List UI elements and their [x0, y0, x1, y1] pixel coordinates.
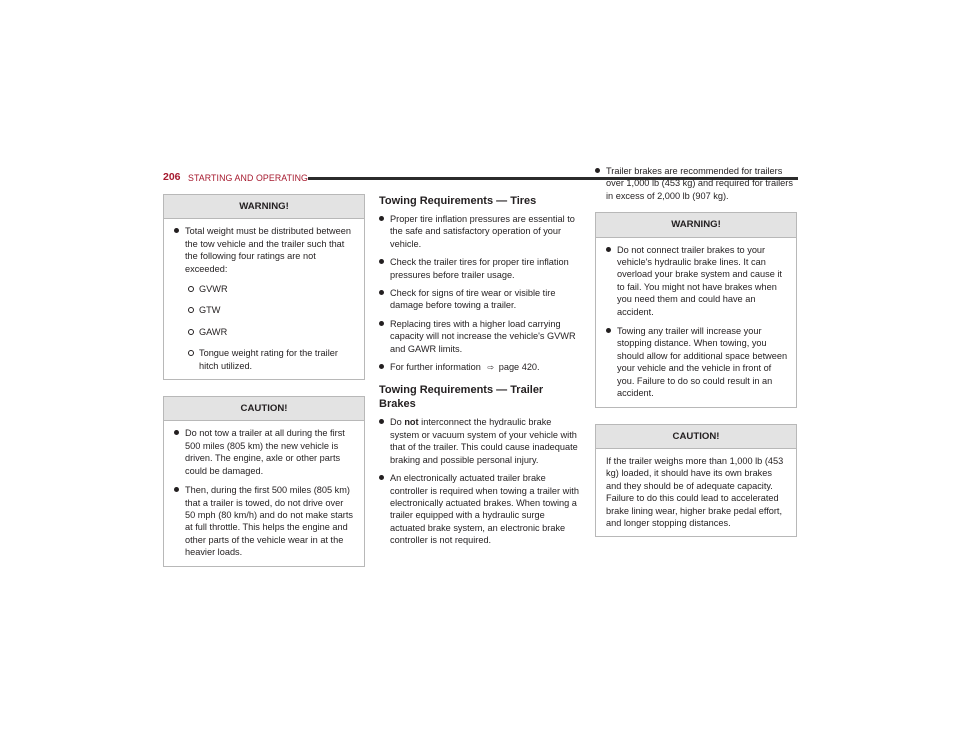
- caution-box-break-in: [163, 396, 365, 566]
- caution-heading: CAUTION!: [164, 397, 364, 421]
- bullet-icon: [595, 168, 600, 173]
- bullet-icon: [606, 328, 611, 333]
- tires-list: [379, 213, 579, 374]
- tires-bullet: Replacing tires with a higher load carrying capacity will not increase the vehicle's GVWR and GAWR limits.: [379, 318, 579, 355]
- warning-box-brakes: [595, 212, 797, 407]
- caution-text: If the trailer weighs more than 1,000 lb (453 kg) loaded, it should have its own brakes and they should be of adequate capacity. Failure to do this could lead to accelerated brake lining wear, higher brake pedal effort, and longer stopping distances.: [606, 455, 784, 528]
- bullet-icon: [379, 321, 384, 326]
- warning-bullet: [174, 225, 356, 372]
- caution-heading: CAUTION!: [596, 425, 796, 449]
- right-column: [595, 165, 797, 553]
- bullet-icon: [379, 259, 384, 264]
- circle-bullet-icon: [188, 286, 194, 292]
- warning-heading: WARNING!: [164, 195, 364, 219]
- warning-bullet: Do not connect trailer brakes to your vehicle's hydraulic brake lines. It can overload your brake system and cause it to fail. You might not have brakes when you need them and could have an accident.: [606, 244, 788, 318]
- tires-heading: Towing Requirements — Tires: [379, 195, 537, 207]
- bullet-icon: [174, 487, 179, 492]
- tires-bullet: Check for signs of tire wear or visible tire damage before towing a trailer.: [379, 287, 579, 312]
- left-column: [163, 194, 365, 583]
- brakes-bullet: An electronically actuated trailer brake controller is required when towing a trailer with electronically actuated brakes. When towing a trailer equipped with a hydraulic surge actuated brake system, an electronic brake controller is not required.: [379, 472, 579, 546]
- caution-bullet: Do not tow a trailer at all during the first 500 miles (805 km) the new vehicle is driven. The engine, axle or other parts could be damaged.: [174, 427, 356, 477]
- bullet-icon: [379, 290, 384, 295]
- bullet-icon: [174, 430, 179, 435]
- warning-bullet-text: Total weight must be distributed between the tow vehicle and the trailer such that the following four ratings are not exceeded:: [185, 226, 351, 274]
- section-title: STARTING AND OPERATING: [188, 173, 308, 183]
- circle-bullet-icon: [188, 329, 194, 335]
- bullet-icon: [606, 247, 611, 252]
- circle-bullet-icon: [188, 350, 194, 356]
- bullet-icon: [379, 419, 384, 424]
- trailer-brakes-continued-list: [595, 165, 797, 202]
- brakes-bullet: Trailer brakes are recommended for trailers over 1,000 lb (453 kg) and required for trailers in excess of 2,000 lb (907 kg).: [595, 165, 797, 202]
- sub-list-item: GTW: [185, 304, 356, 316]
- bullet-icon: [379, 475, 384, 480]
- further-info-bullet: For further information ⇨ page 420.: [379, 361, 579, 374]
- tires-bullet: Proper tire inflation pressures are essential to the safe and satisfactory operation of your vehicle.: [379, 213, 579, 250]
- middle-column: [379, 194, 579, 556]
- bullet-icon: [379, 364, 384, 369]
- bullet-icon: [379, 216, 384, 221]
- page-reference-arrow-icon: ⇨: [487, 363, 495, 373]
- circle-bullet-icon: [188, 307, 194, 313]
- ratings-list: [185, 283, 356, 372]
- sub-list-item: GVWR: [185, 283, 356, 295]
- page-number: 206: [163, 171, 181, 183]
- trailer-brakes-heading: Towing Requirements — Trailer Brakes: [379, 384, 544, 411]
- tires-bullet: Check the trailer tires for proper tire inflation pressures before trailer usage.: [379, 256, 579, 281]
- caution-bullet: Then, during the first 500 miles (805 km) that a trailer is towed, do not drive over 50 mph (80 km/h) and do not make starts at full throttle. This helps the engine and other parts of the vehicle wear in at the heavier loads.: [174, 484, 356, 558]
- trailer-brakes-list: [379, 416, 579, 546]
- sub-list-item: Tongue weight rating for the trailer hitch utilized.: [185, 347, 356, 372]
- emphasis-text: not: [404, 417, 419, 428]
- warning-box-weight: [163, 194, 365, 380]
- brakes-bullet: Do not interconnect the hydraulic brake system or vacuum system of your vehicle with that of the trailer. This could cause inadequate braking and possible personal injury.: [379, 416, 579, 466]
- bullet-icon: [174, 228, 179, 233]
- sub-list-item: GAWR: [185, 326, 356, 338]
- page-reference-link[interactable]: page 420.: [498, 362, 540, 373]
- caution-box-trailer-weight: [595, 424, 797, 538]
- warning-heading: WARNING!: [596, 213, 796, 237]
- warning-bullet: Towing any trailer will increase your stopping distance. When towing, you should allow for additional space between your vehicle and the vehicle in front of you. Failure to do so could result in an accident.: [606, 325, 788, 399]
